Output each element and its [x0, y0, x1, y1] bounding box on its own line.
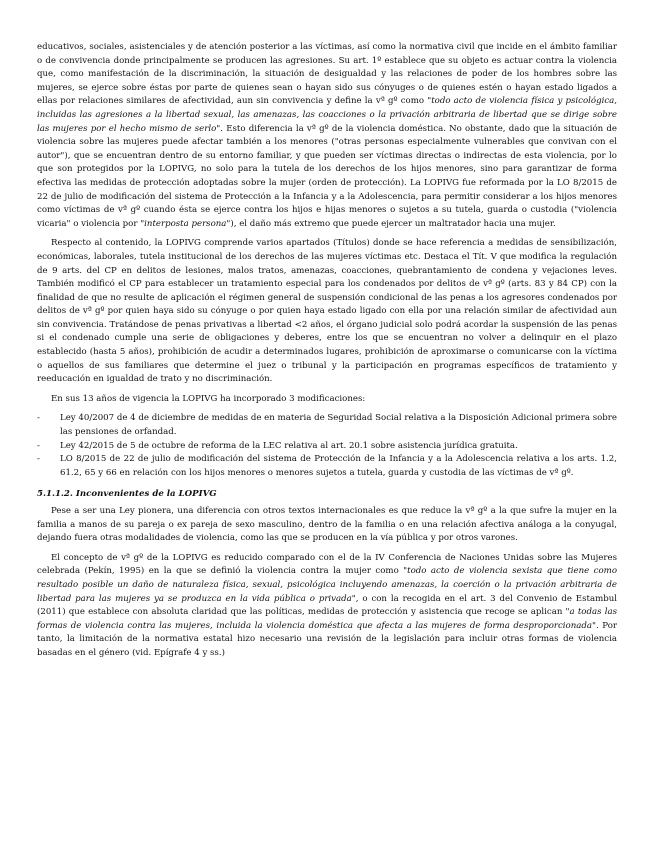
document-body [37, 41, 617, 667]
quote-interposta-persona: interposta persona [144, 218, 227, 229]
quote-definicion-vg: todo acto de violencia física y psicológica, incluidas las agresiones a la libertad sexual, las amenazas, las coacciones o la privación arbitraria de libertad que se dirige sobre las mujeres por el hecho mismo de serlo [37, 96, 617, 134]
list-item: - Ley 40/2007 de 4 de diciembre de medidas de en materia de Seguridad Social relativa a la Disposición Adicional primera sobre las pensiones de orfandad. [37, 413, 617, 438]
paragraph-objeto-ley: educativos, sociales, asistenciales y de atención posterior a las víctimas, así como la normativa civil que incide en el ámbito familiar o de convivencia donde principalmente se producen las agresiones. Su art. 1º establece que su objeto es actuar contra la violencia que, como manifestación de la discriminación, la situación de desigualdad y las relaciones de poder de los hombres sobre las mujeres, se ejerce sobre éstas por parte de quienes sean o hayan sido sus cónyuges o de quienes estén o hayan estado ligados a ellas por relaciones similares de afectividad, aun sin convivencia y define la vª gº como "todo acto de violencia física y psicológica, incluidas las agresiones a la libertad sexual, las amenazas, las coacciones o la privación arbitraria de libertad que se dirige sobre las mujeres por el hecho mismo de serlo". Esto diferencia la vª gº de la violencia doméstica. No obstante, dado que la situación de violencia sobre las mujeres puede afectar también a los menores ("otras personas especialmente vulnerables que convivan con el autor"), que se encuentran dentro de su entorno familiar, y que pueden ser víctimas directas o indirectas de esta violencia, por lo que son protegidos por la LOPIVG, no solo para la tutela de los derechos de los hijos menores, sino para garantizar de forma efectiva las medidas de protección adoptadas sobre la mujer (orden de protección). La LOPIVG fue reformada por la LO 8/2015 de 22 de julio de modificación del sistema de Protección a la Infancia y a la Adolescencia, para permitir considerar a los hijos menores como víctimas de vª gº cuando ésta se ejerce contra los hijos e hijas menores o sujetos a su tutela, guarda o custodia ("violencia vicaria" o violencia por "interposta persona"), el daño más extremo que puede ejercer un maltratador hacia una mujer. [37, 42, 617, 229]
list-dash: - [37, 454, 40, 465]
list-item: - Ley 42/2015 de 5 de octubre de reforma de la LEC relativa al art. 20.1 sobre asistencia jurídica gratuita. [37, 440, 617, 454]
list-dash: - [37, 413, 40, 424]
paragraph-modificaciones-intro: En sus 13 años de vigencia la LOPIVG ha incorporado 3 modificaciones: [51, 393, 366, 404]
list-dash: - [37, 440, 40, 451]
list-item: - LO 8/2015 de 22 de julio de modificación del sistema de Protección de la Infancia y a la Adolescencia relativa a los arts. 1.2, 61.2, 65 y 66 en relación con los hijos menores o menores sujetos a tutela, guarda y custodia de las víctimas de vª gº. [37, 454, 617, 478]
modificaciones-list [37, 412, 617, 480]
section-heading: 5.1.1.2. Inconvenientes de la LOPIVG [37, 489, 217, 500]
paragraph-contenido: Respecto al contenido, la LOPIVG comprende varios apartados (Títulos) donde se hace referencia a medidas de sensibilización, económicas, laborales, tutela institucional de los derechos de las mujeres víctimas etc. Destaca el Tít. V que modifica la regulación de 9 arts. del CP en delitos de lesiones, malos tratos, amenazas, coacciones, quebrantamiento de condena y vejaciones leves. También modificó el CP para establecer un tratamiento especial para los condenados por delitos de vª gº (arts. 83 y 84 CP) con la finalidad de que no resulte de aplicación el régimen general de suspensión condicional de las penas a los agresores condenados por delitos de vª gº por quien haya sido su cónyuge o por quien haya estado ligado con ella por una relación similar de afectividad aun sin convivencia. Tratándose de penas privativas a libertad <2 años, el órgano judicial solo podrá acordar la suspensión de las penas si el condenado cumple una serie de obligaciones y deberes, entre los que se encuentran no volver a delinquir en el plazo establecido (hasta 5 años), prohibición de acudir a determinados lugares, prohibición de aproximarse o comunicarse con la víctima o aquellos de sus familiares que determine el juez o tribunal y la participación en programas específicos de tratamiento y reeducación en igualdad de trato y no discriminación. [37, 238, 617, 385]
paragraph-concepto-vg: El concepto de vª gº de la LOPIVG es reducido comparado con el de la IV Conferencia de Naciones Unidas sobre las Mujeres celebrada (Pekín, 1995) en la que se definió la violencia contra la mujer como "todo acto de violencia sexista que tiene como resultado posible un daño de naturaleza física, sexual, psicológica incluyendo amenazas, la coerción o la privación arbitraria de libertad para las mujeres ya se produzca en la vida pública o privada", o con la recogida en el art. 3 del Convenio de Estambul (2011) que establece con absoluta claridad que las políticas, medidas de protección y asistencia que recoge se aplican "a todas las formas de violencia contra las mujeres, incluida la violencia doméstica que afecta a las mujeres de forma desproporcionada". Por tanto, la limitación de la normativa estatal hizo necesario una revisión de la legislación para incluir otras formas de violencia basadas en el género (vid. Epígrafe 4 y ss.) [37, 552, 617, 658]
paragraph-ley-pionera: Pese a ser una Ley pionera, una diferencia con otros textos internacionales es que reduce la vª gº a la que sufre la mujer en la familia a manos de su pareja o ex pareja de sexo masculino, dentro de la familia o en una relación afectiva análoga a la conyugal, dejando fuera otras modalidades de violencia, como las que se producen en la vía pública y por otros varones. [37, 506, 617, 544]
quote-pekin: todo acto de violencia sexista que tiene como resultado posible un daño de naturaleza física, sexual, psicológica incluyendo amenazas, la coerción o la privación arbitraria de libertad para las mujeres ya se produzca en la vida pública o privada [37, 566, 617, 604]
quote-estambul: a todas las formas de violencia contra las mujeres, incluida la violencia doméstica que afecta a las mujeres de forma desproporcionada [37, 607, 617, 631]
